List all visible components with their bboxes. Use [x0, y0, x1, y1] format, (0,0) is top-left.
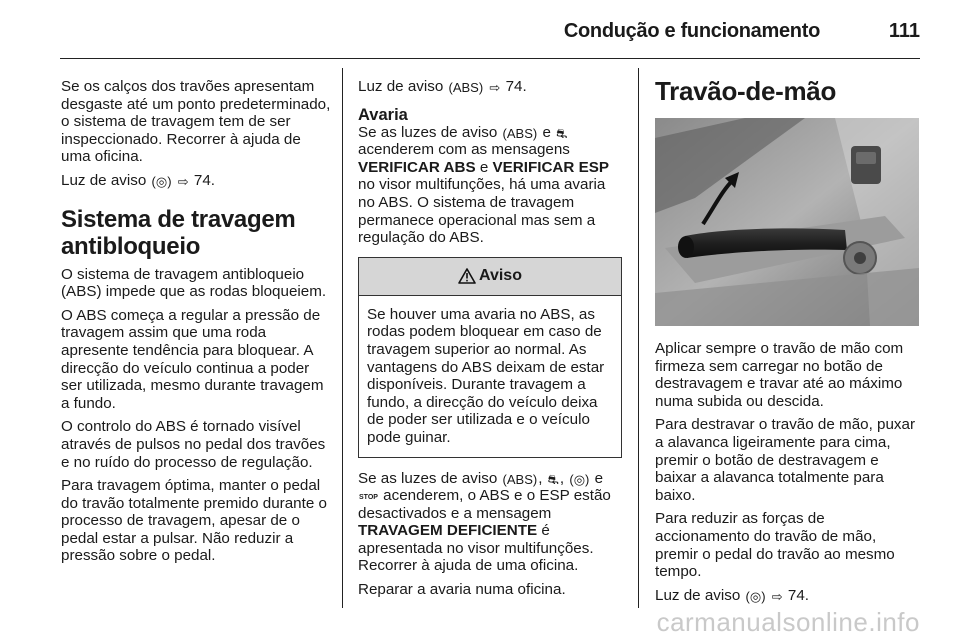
page-reference-icon: ⇨: [771, 588, 783, 604]
paragraph: Reparar a avaria numa oficina.: [358, 581, 566, 599]
handbrake-illustration: [655, 118, 919, 326]
column-divider: [638, 68, 639, 608]
paragraph: Se as luzes de aviso (ABS) e ⛐ acenderem com as mensagens VERIFICAR ABS e VERIFICAR ESP no visor multifunções, há uma avaria no ABS. O sistema de travagem permanece operacional mas sem a regulação do ABS.: [358, 123, 609, 247]
paragraph: Para destravar o travão de mão, puxar a alavanca ligeiramente para cima, premir o botão de destravagem e baixar a alavanca totalmente para baixo.: [655, 416, 916, 504]
esp-skid-icon: ⛐: [547, 471, 559, 487]
page-header: [0, 14, 920, 48]
abs-warning-icon: (ABS): [502, 471, 538, 487]
column-left: [61, 78, 331, 571]
warning-light-ref: Luz de aviso (◎) ⇨ 74.: [655, 586, 810, 604]
header-rule: [60, 58, 920, 59]
paragraph: O sistema de travagem antibloqueio (ABS) impede que as rodas bloqueiem.: [61, 265, 327, 301]
warning-box: [358, 257, 622, 458]
page-reference-icon: ⇨: [177, 173, 189, 189]
warning-title: Aviso: [479, 267, 522, 285]
paragraph: Se os calços dos travões apresentam desgaste até um ponto predeterminado, o sistema de travagem tem de ser inspeccionado. Recorrer à ajuda de uma oficina.: [61, 78, 331, 166]
paragraph: Se as luzes de aviso (ABS), ⛐, (◎) e STOP acenderem, o ABS e o ESP estão desactivados e a mensagem TRAVAGEM DEFICIENTE é apresentada no visor multifunções. Recorrer à ajuda de uma oficina.: [358, 469, 611, 575]
section-heading: Sistema de travagem antibloqueio: [61, 205, 296, 260]
warning-light-ref: Luz de aviso (ABS) ⇨ 74.: [358, 78, 527, 95]
page-reference-icon: ⇨: [489, 80, 501, 95]
stop-warning-icon: STOP: [359, 494, 378, 502]
display-message: TRAVAGEM DEFICIENTE: [358, 522, 538, 540]
paragraph: O ABS começa a regular a pressão de travagem assim que uma roda apresente tendência para bloquear. A direcção do veículo continua a poder ser utilizada, mesmo durante travagem a fundo.: [61, 306, 324, 412]
watermark: carmanualsonline.info: [656, 607, 920, 637]
display-message: VERIFICAR ESP: [492, 158, 609, 176]
paragraph: Aplicar sempre o travão de mão com firmeza sem carregar no botão de destravagem e travar até ao máximo numa subida ou descida.: [655, 340, 904, 410]
display-message: VERIFICAR ABS: [358, 158, 476, 176]
brake-warning-icon: (◎): [569, 471, 590, 487]
brake-pad-warning-icon: (◎): [151, 173, 172, 189]
abs-warning-icon: (ABS): [448, 80, 484, 95]
handbrake-photo: [655, 118, 919, 326]
section-heading: Travão-de-mão: [655, 76, 837, 106]
paragraph: Para travagem óptima, manter o pedal do travão totalmente premido durante o processo de travagem, apesar de o pedal estar a pulsar. Não reduzir a pressão sobre o pedal.: [61, 477, 327, 565]
esp-skid-icon: ⛐: [556, 125, 568, 141]
chapter-title: Condução e funcionamento: [563, 20, 820, 42]
warning-light-ref: Luz de aviso (◎) ⇨ 74.: [61, 171, 216, 189]
warning-box-header: [359, 258, 621, 296]
page-number: 111: [888, 20, 920, 42]
brake-warning-icon: (◎): [745, 588, 766, 604]
column-middle: [358, 78, 622, 605]
column-divider: [342, 68, 343, 608]
paragraph: Para reduzir as forças de accionamento do travão de mão, premir o pedal do travão ao mesmo tempo.: [655, 510, 895, 581]
warning-triangle-icon: [458, 268, 476, 284]
column-right: [655, 78, 921, 610]
abs-warning-icon: (ABS): [502, 125, 538, 141]
subsection-heading: Avaria: [358, 105, 408, 124]
paragraph: O controlo do ABS é tornado visível através de pulsos no pedal dos travões e no ruído do processo de regulação.: [61, 418, 326, 471]
warning-body: Se houver uma avaria no ABS, as rodas podem bloquear em caso de travagem superior ao normal. As vantagens do ABS deixam de estar disponíveis. Durante travagem a fundo, a direcção do veículo deixa de poder ser utilizada e o veículo pode guinar.: [367, 305, 605, 446]
